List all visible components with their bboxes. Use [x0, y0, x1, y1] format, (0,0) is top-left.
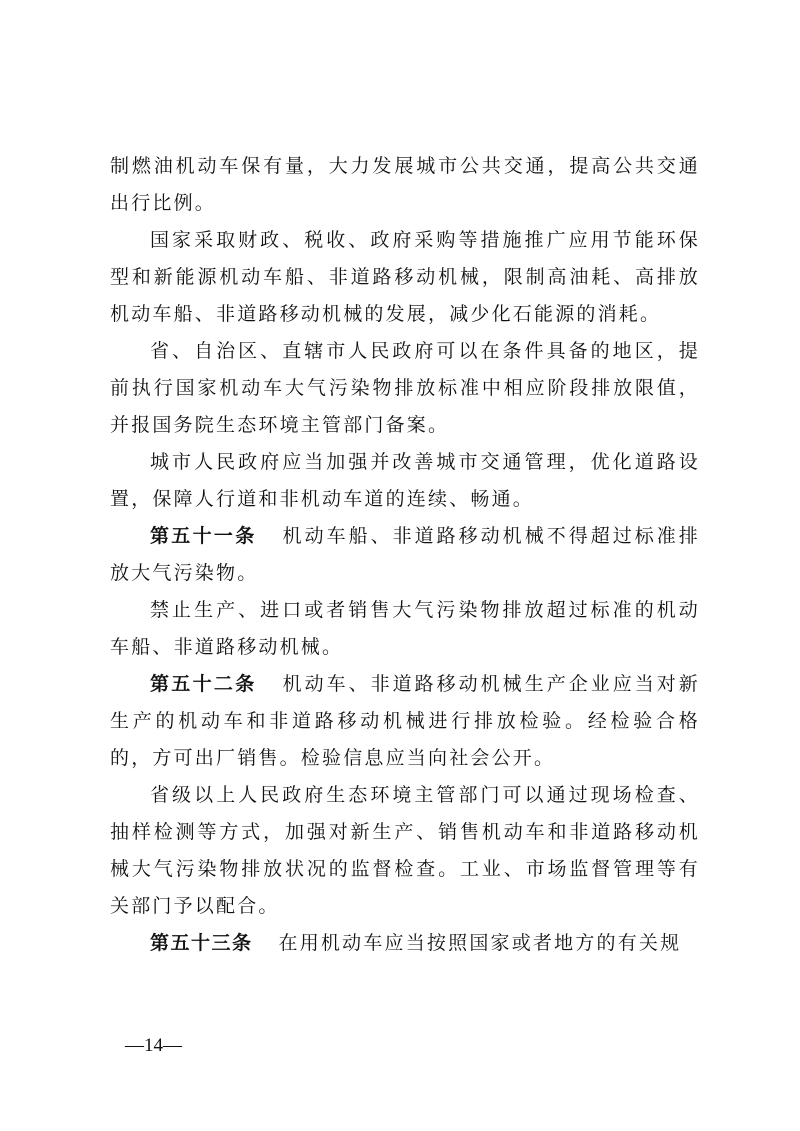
article-paragraph [110, 925, 700, 962]
paragraph-text: 机动车、非道路移动机械生产企业应当对新生产的机动车和非道路移动机械进行排放检验。经检验合格的，方可出厂销售。检验信息应当向社会公开。 [110, 673, 700, 769]
paragraph-text: 制燃油机动车保有量，大力发展城市公共交通，提高公共交通出行比例。 [110, 155, 700, 214]
article-heading: 第五十一条 [150, 525, 257, 547]
paragraph [110, 222, 700, 333]
paragraph-text: 省、自治区、直辖市人民政府可以在条件具备的地区，提前执行国家机动车大气污染物排放标准中相应阶段排放限值，并报国务院生态环境主管部门备案。 [110, 340, 700, 436]
paragraph-text: 在用机动车应当按照国家或者地方的有关规 [278, 932, 682, 954]
paragraph-text: 城市人民政府应当加强并改善城市交通管理，优化道路设置，保障人行道和非机动车道的连续、畅通。 [110, 451, 700, 510]
paragraph-text: 机动车船、非道路移动机械不得超过标准排放大气污染物。 [110, 525, 700, 584]
paragraph [110, 592, 700, 666]
paragraph-text: 国家采取财政、税收、政府采购等措施推广应用节能环保型和新能源机动车船、非道路移动机械，限制高油耗、高排放机动车船、非道路移动机械的发展，减少化石能源的消耗。 [110, 229, 700, 325]
article-heading: 第五十三条 [150, 932, 253, 954]
paragraph [110, 333, 700, 444]
paragraph [110, 777, 700, 925]
article-paragraph [110, 518, 700, 592]
paragraph [110, 148, 700, 222]
page-number: —14— [125, 1035, 182, 1056]
paragraph [110, 444, 700, 518]
paragraph-text: 禁止生产、进口或者销售大气污染物排放超过标准的机动车船、非道路移动机械。 [110, 599, 700, 658]
article-paragraph [110, 666, 700, 777]
article-heading: 第五十二条 [150, 673, 257, 695]
document-body [110, 148, 700, 962]
paragraph-text: 省级以上人民政府生态环境主管部门可以通过现场检查、抽样检测等方式，加强对新生产、销售机动车和非道路移动机械大气污染物排放状况的监督检查。工业、市场监督管理等有关部门予以配合。 [110, 784, 700, 917]
